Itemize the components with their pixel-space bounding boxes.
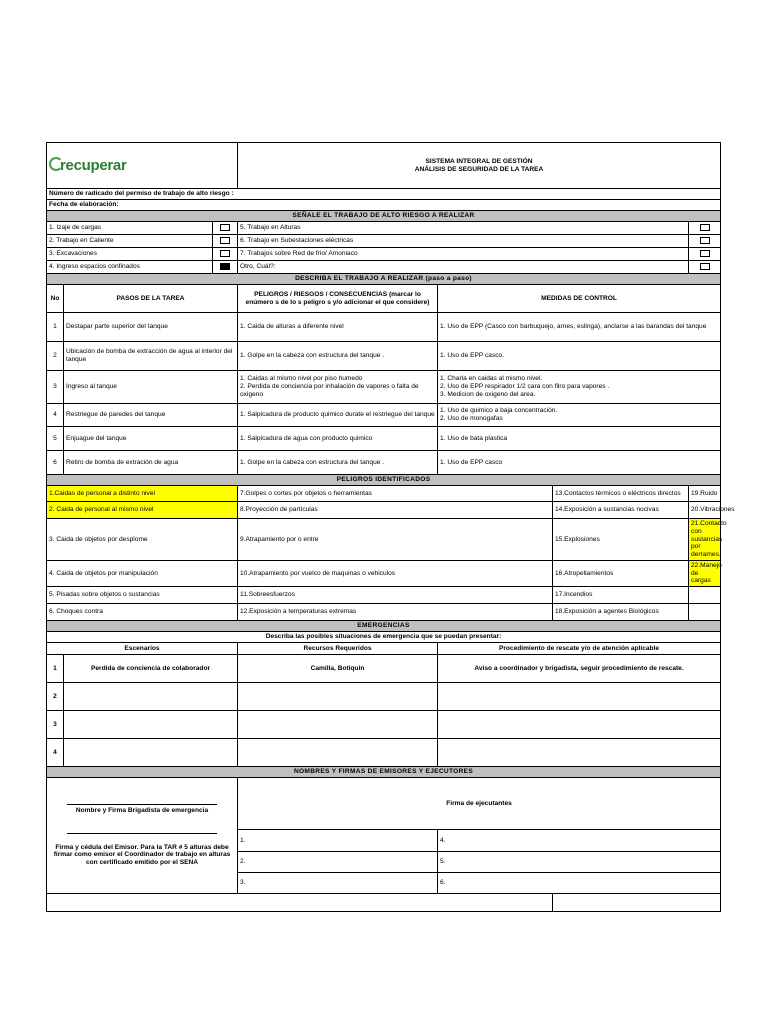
alto-riesgo-item-2: 2. Trabajo en Caliente: [47, 235, 213, 248]
task-row: [47, 371, 721, 404]
checkbox-icon[interactable]: [220, 250, 230, 257]
brigadista-signature-line: [67, 804, 217, 805]
form-table: [46, 142, 735, 912]
hazard-item: 13.Contactos térmicos o eléctricos directos: [553, 486, 689, 502]
hazard-row: [47, 486, 721, 502]
emergency-scenario[interactable]: Perdida de conciencia de colaborador: [64, 654, 238, 682]
emergency-no: 4: [47, 738, 64, 766]
hazard-item: 6. Choques contra: [47, 604, 238, 621]
section-peligros-heading: PELIGROS IDENTIFICADOS: [47, 475, 721, 486]
ejecutante-slot-3[interactable]: 3.: [238, 872, 438, 893]
fecha-field[interactable]: Fecha de elaboración:: [47, 200, 721, 211]
checkbox-caliente[interactable]: [213, 235, 238, 248]
ejecutante-slot-4[interactable]: 4.: [438, 829, 721, 851]
checkbox-espacios-confinados[interactable]: [213, 261, 238, 274]
emergency-row: [47, 710, 721, 738]
emergency-row: [47, 654, 721, 682]
task-no: 3: [47, 371, 64, 404]
task-row: [47, 342, 721, 371]
task-row: [47, 313, 721, 342]
section-firmas-heading: NOMBRES Y FIRMAS DE EMISORES Y EJECUTORES: [47, 766, 721, 777]
alto-riesgo-item-4: 4. Ingreso espacios confinados: [47, 261, 213, 274]
task-hazard[interactable]: 1. Salpicadura de producto quimico durate el restriegue del tanque: [238, 404, 438, 427]
col-recursos-header: Recursos Requeridos: [238, 642, 438, 654]
hazard-item: 3. Caida de objetos por desplome: [47, 519, 238, 561]
checkbox-icon[interactable]: [700, 237, 710, 244]
col-pasos-header: PASOS DE LA TAREA: [64, 285, 238, 313]
task-step[interactable]: Ingreso al tanque: [64, 371, 238, 404]
emergency-resources[interactable]: [238, 710, 438, 738]
emisor-signature-cell[interactable]: [47, 777, 238, 893]
alto-riesgo-item-3: 3. Excavaciones: [47, 248, 213, 261]
checkbox-icon[interactable]: [700, 224, 710, 231]
task-row: [47, 451, 721, 475]
hazard-item: 16.Atropellamientos: [553, 560, 689, 586]
task-hazard[interactable]: 1. Salpicadura de agua con producto quimico: [238, 427, 438, 451]
task-control[interactable]: 1. Charla en caidas al mismo nivel. 2. Uso de EPP respirador 1/2 cara con filro para vapores . 3. Medicion de oxigeno del area.: [438, 371, 721, 404]
col-procedimiento-header: Procedimiento de rescate y/o de atención aplicable: [438, 642, 721, 654]
recuperar-logo: [49, 157, 127, 174]
hazard-item: 4. Caida de objetos por manipulación: [47, 560, 238, 586]
emergencias-subheading: Describa las posibles situaciones de emergencia que se puedan presentar:: [47, 632, 721, 643]
checkbox-excavaciones[interactable]: [213, 248, 238, 261]
alto-riesgo-item-otro: Otro, Cuál?:: [238, 261, 689, 274]
logo-cell: [47, 143, 238, 189]
title-line-1: SISTEMA INTEGRAL DE GESTIÓN: [425, 157, 533, 165]
ejecutante-slot-1[interactable]: 1.: [238, 829, 438, 851]
col-medidas-header: MEDIDAS DE CONTROL: [438, 285, 721, 313]
emergency-scenario[interactable]: [64, 710, 238, 738]
task-no: 5: [47, 427, 64, 451]
emergency-row: [47, 738, 721, 766]
ejecutantes-label: Firma de ejecutantes: [238, 777, 721, 829]
hazard-item: 5. Pisadas sobre objetos o sustancias: [47, 587, 238, 604]
hazard-item: 10.Atrapamiento por vuelco de maquinas o vehiculos: [238, 560, 553, 586]
checkbox-izaje[interactable]: [213, 222, 238, 235]
alto-riesgo-item-6: 6. Trabajo en Subestaciones eléctricas: [238, 235, 689, 248]
emisor-signature-line: [67, 833, 217, 834]
checkbox-alturas[interactable]: [689, 222, 721, 235]
hazard-item: 14.Exposición a sustancias nocivas: [553, 502, 689, 519]
emergency-resources[interactable]: Camilla, Botiquin: [238, 654, 438, 682]
task-hazard[interactable]: 1. Golpe en la cabeza con estructura del tanque .: [238, 451, 438, 475]
task-control[interactable]: 1. Uso de EPP casco: [438, 451, 721, 475]
section-emergencias-heading: EMERGENCIAS: [47, 621, 721, 632]
checkbox-icon[interactable]: [700, 250, 710, 257]
emergency-no: 1: [47, 654, 64, 682]
hazard-item: 9.Atrapamiento por o entre: [238, 519, 553, 561]
task-control[interactable]: 1. Uso de quimico a baja concentración. 2. Uso de monogafas: [438, 404, 721, 427]
task-step[interactable]: Enjuague del tanque: [64, 427, 238, 451]
emergency-no: 2: [47, 682, 64, 710]
hazard-item: 18.Exposición a agentes Biológicos: [553, 604, 689, 621]
emergency-resources[interactable]: [238, 738, 438, 766]
hazard-item: [689, 587, 721, 604]
task-hazard[interactable]: 1. Caida de alturas a diferente nivel: [238, 313, 438, 342]
hazard-row: [47, 519, 721, 561]
task-row: [47, 404, 721, 427]
hazard-item: 11.Sobreesfuerzos: [238, 587, 553, 604]
task-no: 2: [47, 342, 64, 371]
task-control[interactable]: 1. Uso de EPP (Casco con barbuquejo, arnes, eslinga), anclarse a las barandas del tanque: [438, 313, 721, 342]
hazard-item: 15.Explosiones: [553, 519, 689, 561]
checkbox-icon[interactable]: [700, 263, 710, 270]
task-no: 4: [47, 404, 64, 427]
emergency-procedure[interactable]: Aviso a coordinador y brigadista, seguir procedimiento de rescate.: [438, 654, 721, 682]
task-row: [47, 427, 721, 451]
emergency-procedure[interactable]: [438, 682, 721, 710]
col-escenario-header: Escenarios: [47, 642, 238, 654]
alto-riesgo-item-7: 7. Trabajos sobre Red de frio/ Amoniaco: [238, 248, 689, 261]
emisor-label: Firma y cédula del Emisor. Para la TAR # 5 alturas debe firmar como emisor el Coordinador de trabajo en alturas con certificado emitido por el SENA: [53, 843, 231, 867]
checkbox-checked-icon[interactable]: [220, 263, 230, 270]
footer-cell-left: [47, 893, 553, 911]
hazard-item: 19.Ruido: [689, 486, 721, 502]
logo-text: recuperar: [60, 156, 127, 174]
task-hazard[interactable]: 1. Golpe en la cabeza con estructura del tanque .: [238, 342, 438, 371]
emergency-no: 3: [47, 710, 64, 738]
hazard-item: 21.Contacto con sustancias por derrames.: [689, 519, 721, 561]
hazard-row: [47, 587, 721, 604]
hazard-item: [689, 604, 721, 621]
hazard-item: 20.Vibraciones: [689, 502, 721, 519]
task-step[interactable]: Restriegue de paredes del tanque: [64, 404, 238, 427]
col-peligros-header: PELIGROS / RIESGOS / CONSECUENCIAS (marcar lo enúmero s de lo s peligro s y/o adicionar el que considere): [238, 285, 438, 313]
radicado-field[interactable]: Número de radicado del permiso de trabajo de alto riesgo :: [47, 189, 721, 200]
task-control[interactable]: 1. Uso de EPP casco.: [438, 342, 721, 371]
checkbox-subestaciones[interactable]: [689, 235, 721, 248]
task-control[interactable]: 1. Uso de bata plastica: [438, 427, 721, 451]
emergency-row: [47, 682, 721, 710]
title-line-2: ANÁLISIS DE SEGURIDAD DE LA TAREA: [414, 165, 544, 173]
ejecutante-slot-5[interactable]: 5.: [438, 851, 721, 872]
footer-cell-right: [553, 893, 721, 911]
hazard-row: [47, 604, 721, 621]
emergency-procedure[interactable]: [438, 710, 721, 738]
task-no: 1: [47, 313, 64, 342]
section-tarea-heading: DESCRIBA EL TRABAJO A REALIZAR (paso a paso): [47, 274, 721, 285]
task-safety-analysis-form: [46, 142, 735, 912]
hazard-row: [47, 560, 721, 586]
emergency-procedure[interactable]: [438, 738, 721, 766]
hazard-item: 22.Manejo de cargas: [689, 560, 721, 586]
checkbox-red-frio[interactable]: [689, 248, 721, 261]
task-hazard[interactable]: 1. Caidas al mismo nivel por piso humedo 2. Perdida de conciencia por inhalación de vapores o falta de oxigeno: [238, 371, 438, 404]
ejecutante-slot-6[interactable]: 6.: [438, 872, 721, 893]
checkbox-icon[interactable]: [220, 224, 230, 231]
hazard-item: 8.Proyección de partículas: [238, 502, 553, 519]
hazard-item: 12.Exposición a temperaturas extremas: [238, 604, 553, 621]
section-alto-riesgo-heading: SEÑALE EL TRABAJO DE ALTO RIESGO A REALIZAR: [47, 211, 721, 222]
emergency-resources[interactable]: [238, 682, 438, 710]
task-no: 6: [47, 451, 64, 475]
alto-riesgo-item-5: 5. Trabajo en Alturas: [238, 222, 689, 235]
document-title: [238, 143, 721, 189]
hazard-row: [47, 502, 721, 519]
task-step[interactable]: Destapar parte superior del tanque: [64, 313, 238, 342]
hazard-item: 2. Caida de personal al mismo nivel: [47, 502, 238, 519]
task-step[interactable]: Retiro de bomba de extración de agua: [64, 451, 238, 475]
ejecutante-slot-2[interactable]: 2.: [238, 851, 438, 872]
col-no-header: No: [47, 285, 64, 313]
alto-riesgo-item-1: 1. Izaje de cargas: [47, 222, 213, 235]
hazard-item: 7.Golpes o cortes por objetos o herramientas: [238, 486, 553, 502]
brigadista-label: Nombre y Firma Brigadista de emergencia: [75, 806, 209, 814]
emergency-scenario[interactable]: [64, 738, 238, 766]
hazard-item: 17.Incendios: [553, 587, 689, 604]
hazard-item: 1.Caidas de personal a distinto nivel: [47, 486, 238, 502]
checkbox-icon[interactable]: [220, 237, 230, 244]
emergency-scenario[interactable]: [64, 682, 238, 710]
task-step[interactable]: Ubicación de bomba de extracción de agua al interior del tanque: [64, 342, 238, 371]
checkbox-otro[interactable]: [689, 261, 721, 274]
